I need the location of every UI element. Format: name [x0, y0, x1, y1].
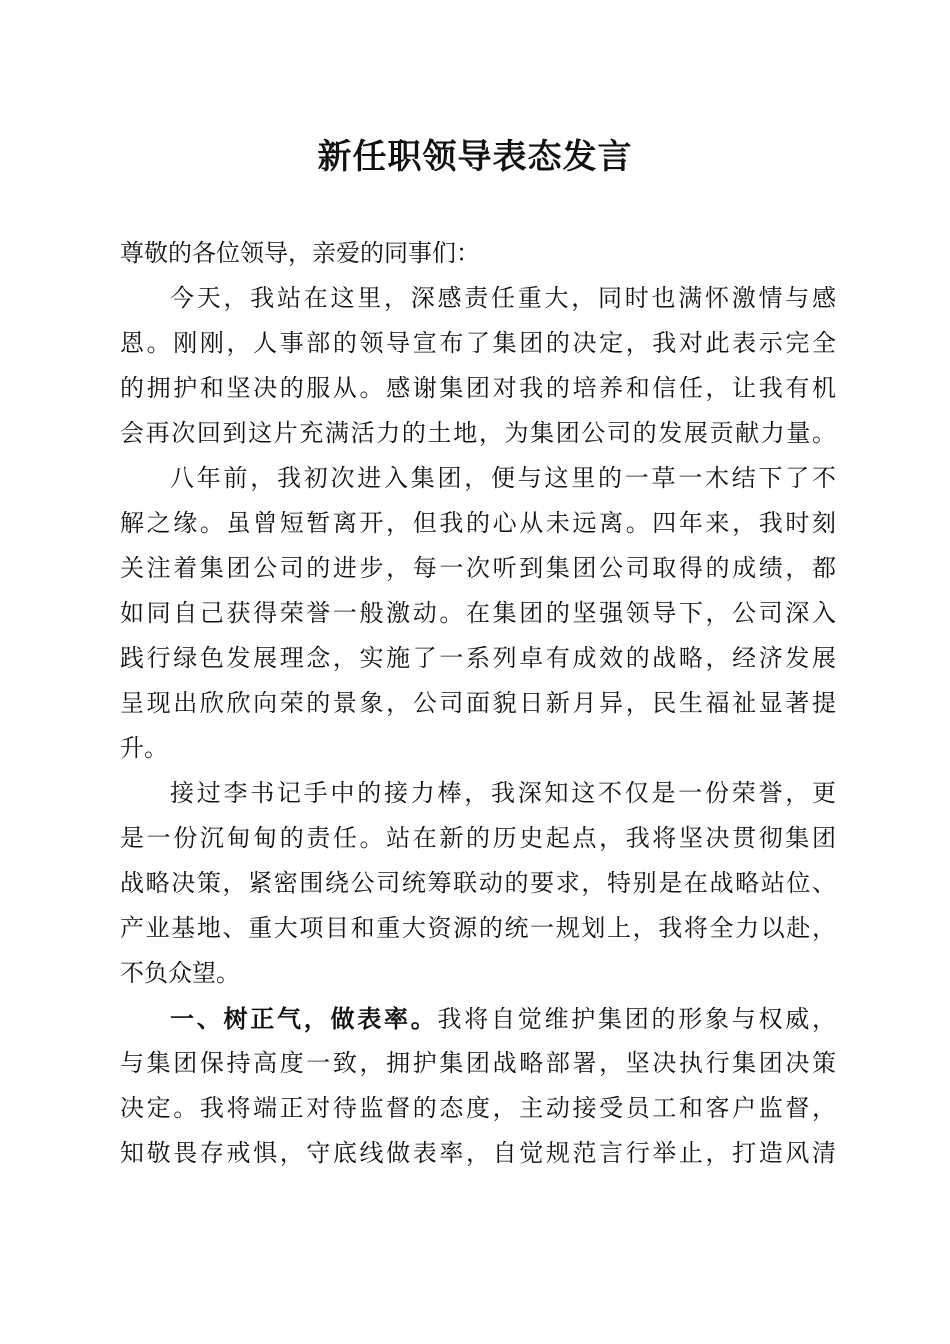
paragraph-line: 呈现出欣欣向荣的景象，公司面貌日新月异，民生福祉显著提 [120, 689, 836, 717]
paragraph-line: 如同自己获得荣誉一般激动。在集团的坚强领导下，公司深入 [120, 599, 836, 627]
paragraph-line [120, 996, 836, 1041]
document-body [120, 231, 836, 1176]
paragraph-line: 产业基地、重大项目和重大资源的统一规划上，我将全力以赴， [120, 914, 836, 942]
section-heading: 一、树正气，做表率。 [170, 1004, 438, 1033]
paragraph-2 [120, 456, 836, 771]
paragraph-4 [120, 996, 836, 1176]
paragraph-line: 解之缘。虽曾短暂离开，但我的心从未远离。四年来，我时刻 [120, 509, 836, 537]
page-title: 新任职领导表态发言 [317, 137, 633, 177]
paragraph-line: 恩。刚刚，人事部的领导宣布了集团的决定，我对此表示完全 [120, 329, 836, 357]
paragraph-line: 战略决策，紧密围绕公司统筹联动的要求，特别是在战略站位、 [120, 869, 836, 897]
paragraph-line: 知敬畏存戒惧，守底线做表率，自觉规范言行举止，打造风清 [120, 1139, 836, 1167]
paragraph-line: 践行绿色发展理念，实施了一系列卓有成效的战略，经济发展 [120, 644, 836, 672]
paragraph-line: 不负众望。 [120, 959, 240, 987]
paragraph-1 [120, 276, 836, 456]
paragraph-line: 关注着集团公司的进步，每一次听到集团公司取得的成绩，都 [120, 554, 836, 582]
paragraph-line: 的拥护和坚决的服从。感谢集团对我的培养和信任，让我有机 [120, 374, 836, 402]
salutation: 尊敬的各位领导，亲爱的同事们： [120, 239, 480, 267]
paragraph-line: 会再次回到这片充满活力的土地，为集团公司的发展贡献力量。 [120, 419, 836, 447]
paragraph-line: 升。 [120, 734, 168, 762]
paragraph-line: 决定。我将端正对待监督的态度，主动接受员工和客户监督， [120, 1094, 836, 1122]
paragraph-line: 与集团保持高度一致，拥护集团战略部署，坚决执行集团决策 [120, 1049, 836, 1077]
paragraph-line: 是一份沉甸甸的责任。站在新的历史起点，我将坚决贯彻集团 [120, 824, 836, 852]
paragraph-line: 接过李书记手中的接力棒，我深知这不仅是一份荣誉，更 [170, 779, 836, 807]
paragraph-line: 八年前，我初次进入集团，便与这里的一草一木结下了不 [170, 464, 836, 492]
paragraph-line: 今天，我站在这里，深感责任重大，同时也满怀激情与感 [170, 284, 836, 312]
paragraph-3 [120, 771, 836, 996]
section-heading-rest: 我将自觉维护集团的形象与权威， [437, 1005, 836, 1033]
